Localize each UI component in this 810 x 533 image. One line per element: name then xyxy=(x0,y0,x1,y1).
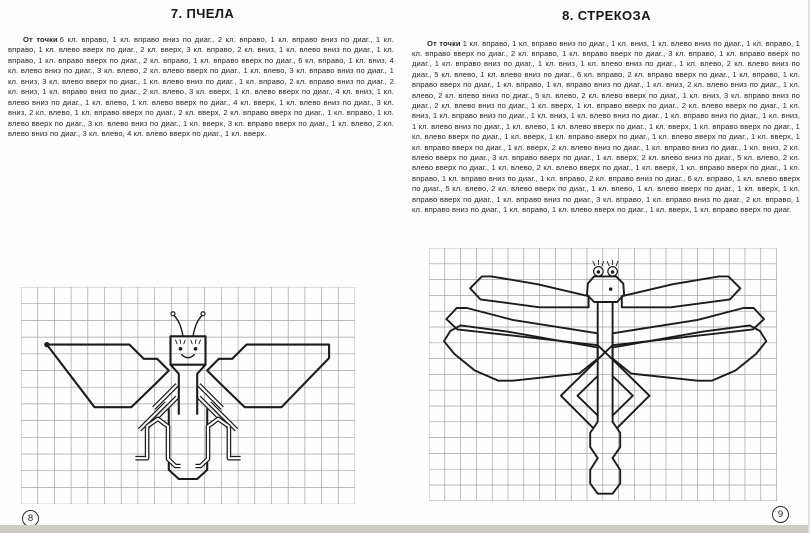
scan-edge-bottom xyxy=(0,525,810,533)
lead-in-bee: От точки xyxy=(23,34,58,44)
lead-in-dragonfly: От точки xyxy=(427,38,461,48)
exercise-title-bee: 7. ПЧЕЛА xyxy=(170,6,235,21)
instructions-bee xyxy=(8,35,394,140)
page-number-right: 9 xyxy=(772,506,789,523)
bee-grid-figure xyxy=(21,287,355,504)
instructions-text-bee: 6 кл. вправо, 1 кл. вправо вниз по диаг., 2 кл. вправо, 1 кл. вправо вниз по диаг., 1 кл. вправо, 1 кл. влево вверх по диаг., 2 кл. вверх, 3 кл. вправо, 2 кл. вниз, 1 кл. влево вниз по диаг., 1 кл. вправо, 1 кл. вправо вверх по диаг., 2 кл. вправо, 1 кл. вправо вверх по диаг., 6 кл. вправо, 1 кл. вниз, 4 кл. влево вниз по диаг., 3 кл. влево, 2 кл. влево вверх по диаг., 1 кл. влево, 3 кл. вправо вниз по диаг., 1 кл. вниз, 3 кл. влево вверх по диаг., 1 кл. влево вниз по диаг., 1 кл. вправо, 2 кл. вправо вниз по диаг., 2 кл. вниз, 1 кл. вправо вниз по диаг., 2 кл. влево, 3 кл. вверх, 1 кл. влево вверх по диаг., 4 кл. вниз, 1 кл. влево вниз по диаг., 1 кл. влево, 1 кл. влево вверх по диаг., 4 кл. вверх, 1 кл. влево вниз по диаг., 3 кл. вниз, 2 кл. влево, 1 кл. вправо вверх по диаг., 2 кл. вверх, 2 кл. вправо вверх по диаг., 1 кл. вправо, 1 кл. влево вверх по диаг., 3 кл. влево вниз по диаг., 1 кл. вверх, 3 кл. вправо вверх по диаг., 1 кл. влево, 2 кл. влево вниз по диаг., 3 кл. влево, 4 кл. влево вверх по диаг., 1 кл. вверх. xyxy=(8,34,394,139)
exercise-title-dragonfly: 8. СТРЕКОЗА xyxy=(562,8,651,23)
dragonfly-grid-figure xyxy=(429,248,777,501)
instructions-dragonfly xyxy=(412,39,800,216)
instructions-text-dragonfly: 1 кл. вправо, 1 кл. вправо вниз по диаг., 1 кл. вниз, 1 кл. влево вниз по диаг., 1 кл. вправо, 1 кл. вправо вверх по диаг., 2 кл. вправо, 1 кл. вправо вверх по диаг., 3 кл. вправо, 1 кл. вправо вверх по диаг., 1 кл. вправо вниз по диаг., 1 кл. вниз, 1 кл. влево вниз по диаг., 1 кл. влево, 2 кл. влево вниз по диаг., 5 кл. влево, 1 кл. влево вниз по диаг., 6 кл. вправо, 2 кл. вправо вверх по диаг., 1 кл. вправо, 1 кл. вправо вверх по диаг., 1 кл. вправо, 1 кл. вправо вниз по диаг., 1 кл. вниз, 2 кл. влево вниз по диаг., 1 кл. влево, 2 кл. влево вниз по диаг., 5 кл. влево, 2 кл. влево вверх по диаг., 1 кл. вниз, 3 кл. вправо вниз по диаг., 2 кл. влево вниз по диаг., 1 кл. вверх, 1 кл. вправо вверх по диаг., 2 кл. влево вверх по диаг., 1 кл. вниз, 1 кл. вправо вниз по диаг., 1 кл. вниз, 1 кл. влево вниз по диаг., 1 кл. вправо вниз по диаг., 1 кл. вниз, 1 кл. влево вниз по диаг., 1 кл. влево, 1 кл. влево вверх по диаг., 1 кл. вверх, 1 кл. вправо вверх по диаг., 1 кл. влево вверх по диаг., 1 кл. вверх, 1 кл. вправо вверх по диаг., 1 кл. влево вверх по диаг., 1 кл. вверх, 1 кл. вправо вверх по диаг., 1 кл. вверх, 2 кл. влево вниз по диаг., 1 кл. вправо вниз по диаг., 1 кл. вниз, 2 кл. влево вверх по диаг., 3 кл. вправо вверх по диаг., 1 кл. вверх, 2 кл. влево вниз по диаг., 5 кл. влево, 2 кл. влево вверх по диаг., 1 кл. влево, 2 кл. влево вверх по диаг., 1 кл. вверх, 1 кл. вправо вверх по диаг., 1 кл. вправо, 1 кл. вправо вниз по диаг., 1 кл. вправо, 2 кл. вправо вниз по диаг., 6 кл. вправо, 1 кл. влево вверх по диаг., 5 кл. влево, 2 кл. влево вверх по диаг., 1 кл. влево, 1 кл. влево вверх по диаг., 1 кл. вверх, 1 кл. вправо вверх по диаг., 1 кл. вправо вниз по диаг., 3 кл. вправо, 1 кл. вправо вниз по диаг., 2 кл. вправо, 1 кл. вправо вниз по диаг., 1 кл. вправо, 1 кл. влево вверх по диаг., 1 кл. вверх, 1 кл. вправо вверх по диаг. xyxy=(412,38,800,215)
page-number-left: 8 xyxy=(22,510,39,527)
